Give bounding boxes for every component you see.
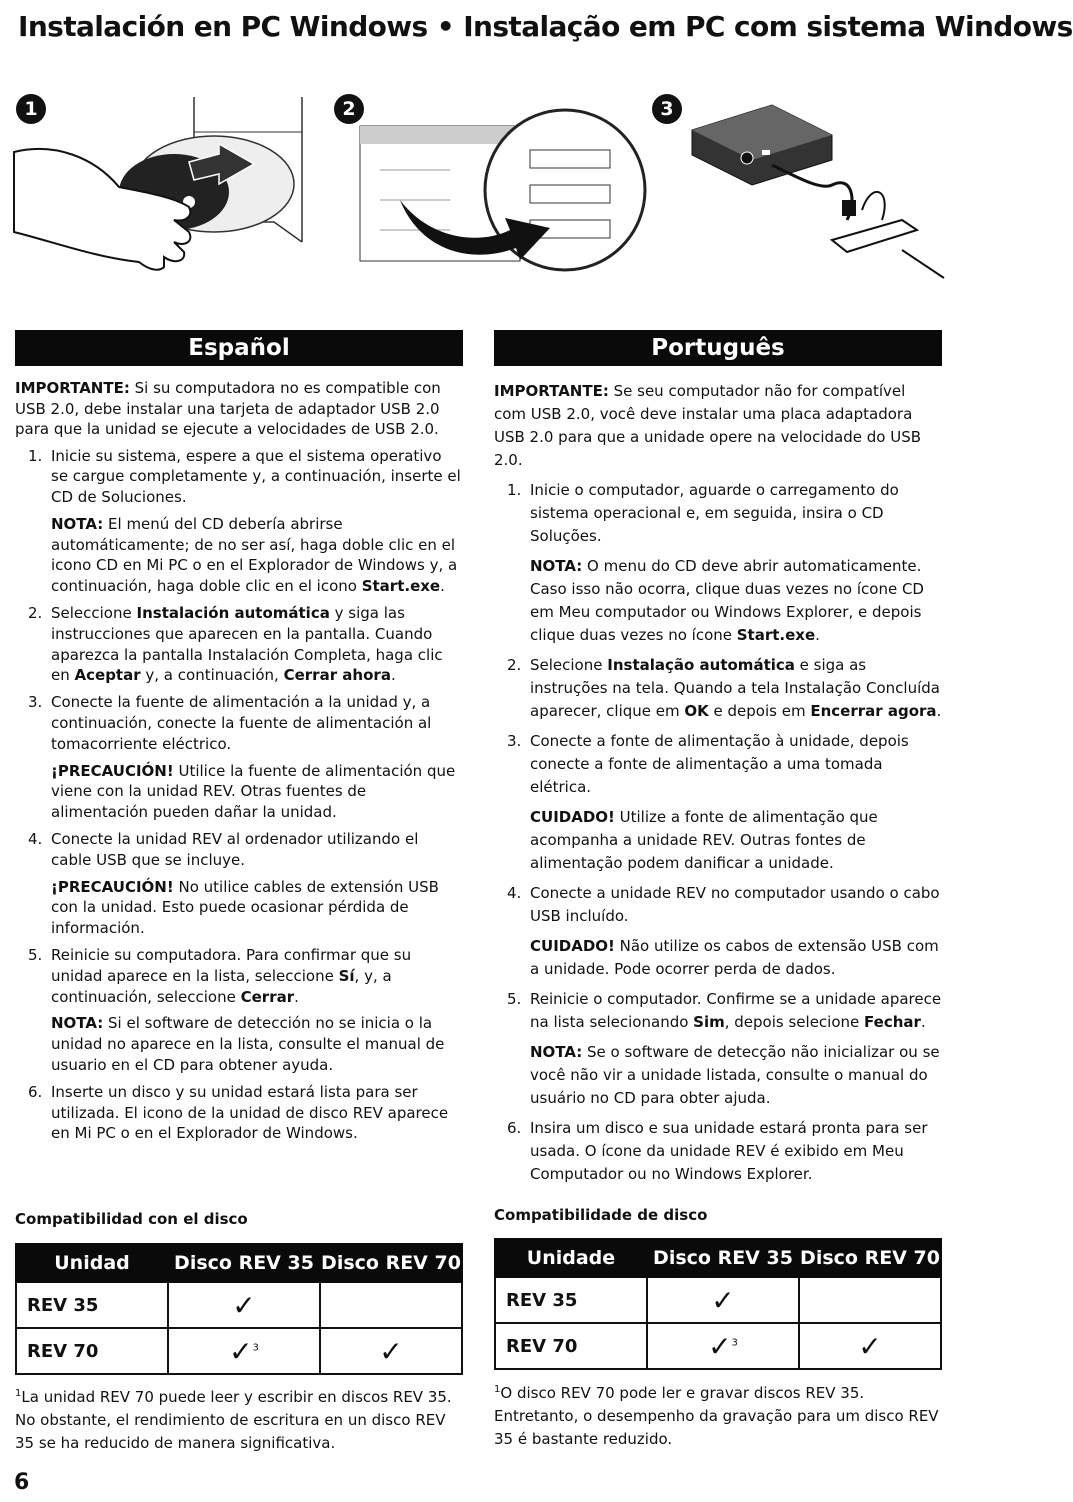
note-text: El menú del CD debería abrirse automáticamente; de no ser así, haga doble clic en el icono CD en Mi PC o en el Explorador de Windows y, a continuación, haga doble clic en el icono	[51, 514, 458, 596]
step-text-f: Cerrar ahora	[283, 666, 391, 685]
check-cell	[647, 1323, 799, 1369]
note-text: Não utilize os cabos de extensão USB com a unidade. Pode ocorrer perda de dados.	[530, 937, 939, 978]
step-note	[51, 761, 463, 823]
step-item	[494, 1117, 942, 1186]
note-label: ¡PRECAUCIÓN!	[51, 877, 174, 896]
important-label: IMPORTANTE:	[15, 379, 130, 397]
step-text-c: , y, a continuación, seleccione	[51, 966, 392, 1006]
step-item	[494, 882, 942, 981]
note-label: ¡PRECAUCIÓN!	[51, 761, 174, 780]
step-note	[530, 806, 942, 875]
note-text: No utilice cables de extensión USB con la unidad. Esto puede ocasionar pérdida de información.	[51, 877, 439, 938]
col-header: Disco REV 35	[647, 1239, 799, 1277]
spanish-steps	[15, 446, 463, 1145]
step-text-f: Encerrar agora	[810, 702, 937, 720]
cd-menu-illustration	[360, 110, 650, 280]
portuguese-column	[494, 330, 942, 1186]
step-text-a: Selecione	[530, 656, 608, 674]
step-text: Insira um disco e sua unidade estará pronta para ser usada. O ícone da unidade REV é exibido em Meu Computador ou no Windows Explorer.	[530, 1119, 928, 1183]
portuguese-heading: Português	[494, 330, 942, 366]
step-text-b: Instalación automática	[136, 604, 330, 623]
step-text-c: y siga las instrucciones que aparecen en la pantalla. Cuando aparezca la pantalla Instalación Completa, haga clic en	[51, 604, 443, 685]
step-item	[15, 692, 463, 823]
step-item	[15, 446, 463, 598]
step-note	[51, 877, 463, 939]
step-item	[494, 479, 942, 647]
footnote-ref: 3	[731, 1337, 738, 1349]
important-label: IMPORTANTE:	[494, 382, 609, 400]
step-text-d: Fechar	[864, 1013, 921, 1031]
important-text: Si su computadora no es compatible con USB 2.0, debe instalar una tarjeta de adaptador USB 2.0 para que la unidad se ejecute a velocidades de USB 2.0.	[15, 379, 441, 438]
power-connection-illustration	[682, 100, 944, 290]
insert-cd-illustration	[14, 92, 314, 292]
step-text-a: Reinicie su computadora. Para confirmar que su unidad aparece en la lista, seleccione	[51, 946, 412, 985]
portuguese-compat-title: Compatibilidade de disco	[494, 1206, 708, 1224]
note-end: .	[815, 626, 820, 644]
step-text-b: Sim	[693, 1013, 725, 1031]
row-label: REV 70	[495, 1323, 647, 1369]
note-text: Utilize a fonte de alimentação que acompanha a unidade REV. Outras fontes de alimentação podem danificar a unidade.	[530, 808, 878, 872]
step-item	[15, 829, 463, 939]
check-icon: ✓	[168, 1282, 320, 1328]
step-note	[530, 1041, 942, 1110]
step-note	[530, 555, 942, 647]
step-number: 2.	[507, 656, 522, 674]
footnote-mark: 1	[15, 1388, 22, 1399]
footnote-ref: 3	[252, 1342, 259, 1354]
spanish-compat-title: Compatibilidad con el disco	[15, 1210, 248, 1228]
step-text-e: e depois em	[708, 702, 811, 720]
step-text-g: .	[390, 666, 396, 685]
check-icon: ✓	[708, 1329, 732, 1363]
note-label: NOTA:	[530, 1043, 583, 1061]
step-number: 1.	[28, 446, 43, 465]
step-text: Conecte a unidade REV no computador usando o cabo USB incluído.	[530, 884, 940, 925]
col-header: Unidad	[16, 1244, 168, 1282]
spanish-column	[15, 330, 463, 1144]
step-text-d: OK	[684, 702, 709, 720]
step-badge-2: 2	[334, 94, 364, 124]
step-note	[51, 514, 463, 597]
step-text-e: y, a continuación,	[140, 666, 284, 685]
step-text: Inicie o computador, aguarde o carregamento do sistema operacional e, em seguida, insira o CD Soluções.	[530, 481, 899, 545]
step-note	[530, 935, 942, 981]
step-text-a: Seleccione	[51, 604, 137, 623]
step-item	[15, 1082, 463, 1144]
spanish-important	[15, 378, 463, 440]
step-text-b: Sí	[338, 966, 355, 985]
step-number: 4.	[507, 884, 522, 902]
step-number: 6.	[507, 1119, 522, 1137]
step-text-b: Instalação automática	[607, 656, 795, 674]
note-text: Utilice la fuente de alimentación que viene con la unidad REV. Otras fuentes de alimentación pueden dañar la unidad.	[51, 761, 456, 822]
note-label: NOTA:	[530, 557, 583, 575]
step-text-d: Aceptar	[74, 666, 141, 685]
table-header-row	[495, 1239, 941, 1277]
col-header: Disco REV 70	[320, 1244, 462, 1282]
step-note	[51, 1013, 463, 1075]
step-number: 6.	[28, 1082, 43, 1101]
step-number: 5.	[507, 990, 522, 1008]
step-number: 5.	[28, 946, 43, 965]
col-header: Disco REV 70	[799, 1239, 941, 1277]
col-header: Disco REV 35	[168, 1244, 320, 1282]
step-number: 1.	[507, 481, 522, 499]
note-end: .	[440, 577, 445, 596]
step-text-c: , depois selecione	[724, 1013, 865, 1031]
spanish-compat-table	[15, 1243, 463, 1375]
note-label: CUIDADO!	[530, 808, 615, 826]
important-text: Se seu computador não for compatível com USB 2.0, você deve instalar uma placa adaptadora USB 2.0 para que a unidade opere na velocidade do USB 2.0.	[494, 382, 922, 469]
footnote-text: O disco REV 70 pode ler e gravar discos REV 35. Entretanto, o desempenho da gravação para um disco REV 35 é bastante reduzido.	[494, 1384, 939, 1448]
step-text: Conecte la unidad REV al ordenador utilizando el cable USB que se incluye.	[51, 830, 419, 869]
step-text-g: .	[936, 702, 942, 720]
page-title: Instalación en PC Windows • Instalação em PC com sistema Windows	[18, 10, 1073, 43]
step-text: Conecte a fonte de alimentação à unidade, depois conecte a fonte de alimentação a uma tomada elétrica.	[530, 732, 909, 796]
step-number: 3.	[507, 732, 522, 750]
note-label: NOTA:	[51, 514, 104, 533]
note-bold: Start.exe	[736, 626, 816, 644]
step-text: Inserte un disco y su unidad estará lista para ser utilizada. El icono de la unidad de disco REV aparece en Mi PC o en el Explorador de Windows.	[51, 1082, 449, 1143]
check-icon: ✓	[799, 1323, 941, 1369]
step-item	[494, 654, 942, 723]
step-item	[15, 945, 463, 1076]
portuguese-steps	[494, 479, 942, 1186]
note-text: Si el software de detección no se inicia o la unidad no aparece en la lista, consulte el manual de usuario en el CD para obtener ayuda.	[51, 1014, 445, 1075]
row-label: REV 70	[16, 1328, 168, 1374]
step-number: 3.	[28, 693, 43, 712]
portuguese-footnote	[494, 1378, 942, 1451]
check-cell	[168, 1328, 320, 1374]
check-icon: ✓	[229, 1334, 253, 1368]
step-item	[494, 730, 942, 875]
step-badge-3: 3	[652, 94, 682, 124]
note-text: Se o software de detecção não inicializar ou se você não vir a unidade listada, consulte o manual do usuário no CD para obter ajuda.	[530, 1043, 940, 1107]
portuguese-important	[494, 380, 942, 472]
table-row	[16, 1328, 462, 1374]
step-number: 2.	[28, 604, 43, 623]
empty-cell	[320, 1282, 462, 1328]
empty-cell	[799, 1277, 941, 1323]
step-number: 4.	[28, 830, 43, 849]
check-icon: ✓	[320, 1328, 462, 1374]
step-text-e: .	[294, 987, 299, 1006]
footnote-mark: 1	[494, 1384, 501, 1395]
step-item	[494, 988, 942, 1110]
step-text-e: .	[920, 1013, 926, 1031]
check-icon: ✓	[647, 1277, 799, 1323]
table-row	[495, 1323, 941, 1369]
row-label: REV 35	[16, 1282, 168, 1328]
table-row	[495, 1277, 941, 1323]
note-label: CUIDADO!	[530, 937, 615, 955]
step-text-d: Cerrar	[240, 987, 295, 1006]
table-header-row	[16, 1244, 462, 1282]
footnote-text: La unidad REV 70 puede leer y escribir en discos REV 35. No obstante, el rendimiento de escritura en un disco REV 35 se ha reducido de manera significativa.	[15, 1388, 452, 1452]
spanish-heading: Español	[15, 330, 463, 366]
spanish-footnote	[15, 1382, 465, 1455]
row-label: REV 35	[495, 1277, 647, 1323]
step-text-c: e siga as instruções na tela. Quando a tela Instalação Concluída aparecer, clique em	[530, 656, 940, 720]
note-text: O menu do CD deve abrir automaticamente. Caso isso não ocorra, clique duas vezes no ícone CD em Meu computador ou Windows Explorer, e depois clique duas vezes no ícone	[530, 557, 924, 644]
step-badge-1: 1	[16, 94, 46, 124]
step-text: Inicie su sistema, espere a que el sistema operativo se cargue completamente y, a continuación, inserte el CD de Soluciones.	[51, 446, 461, 507]
portuguese-compat-table	[494, 1238, 942, 1370]
step-text: Conecte la fuente de alimentación a la unidad y, a continuación, conecte la fuente de alimentación al tomacorriente eléctrico.	[51, 693, 432, 753]
table-row	[16, 1282, 462, 1328]
note-label: NOTA:	[51, 1014, 104, 1033]
step-item	[15, 603, 463, 686]
step-text-a: Reinicie o computador. Confirme se a unidade aparece na lista selecionando	[530, 990, 942, 1031]
note-bold: Start.exe	[361, 577, 441, 596]
col-header: Unidade	[495, 1239, 647, 1277]
page-number: 6	[14, 1470, 30, 1495]
